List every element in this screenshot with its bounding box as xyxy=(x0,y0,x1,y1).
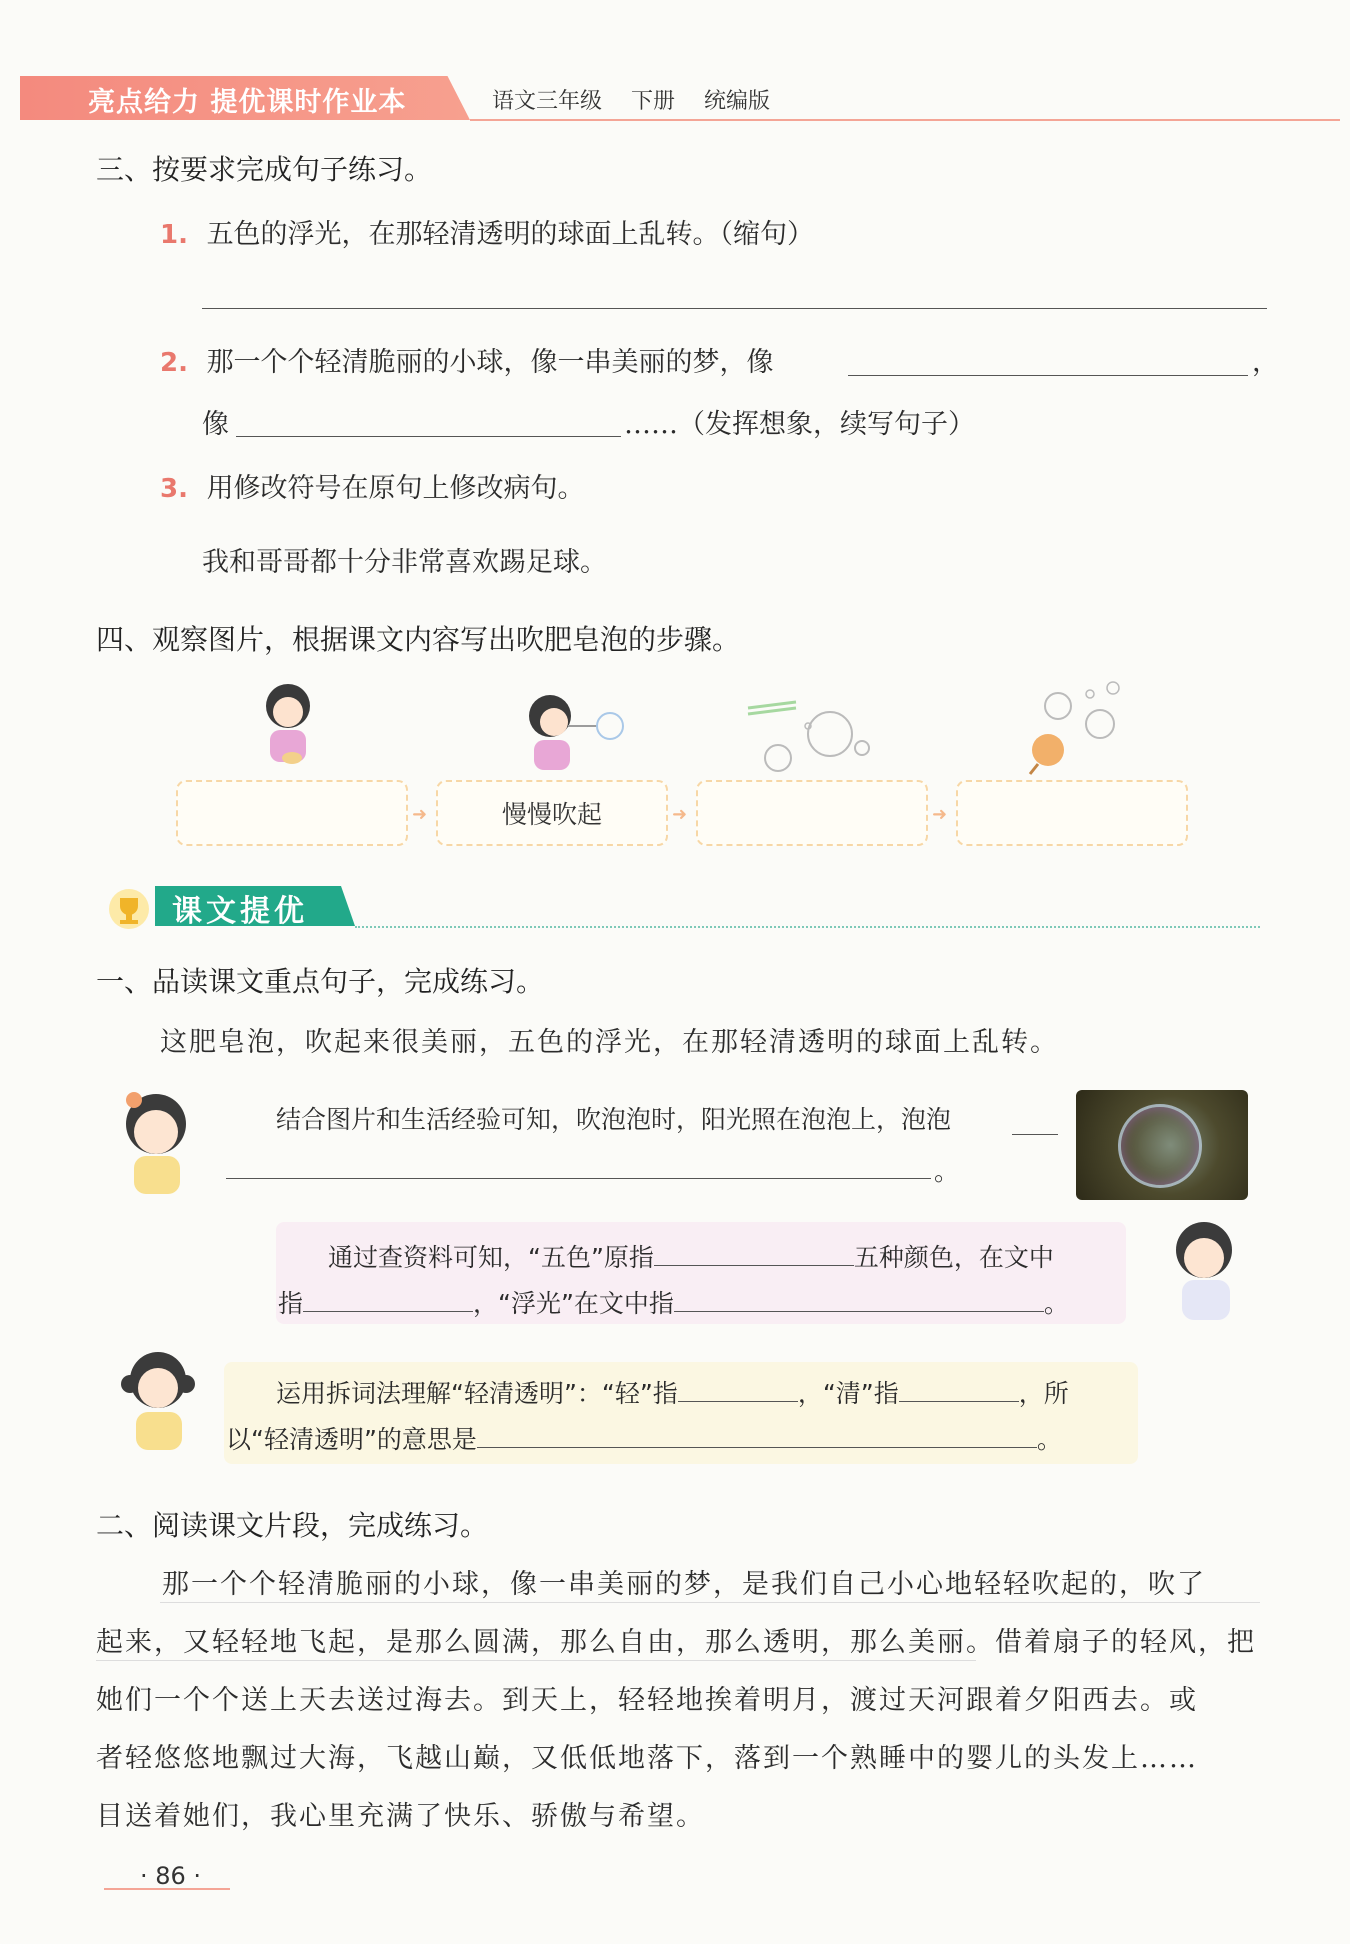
question-text: 用修改符号在原句上修改病句。 xyxy=(206,473,585,504)
passage-line-4: 者轻悠悠地飘过大海，飞越山巅，又低低地落下，落到一个熟睡中的婴儿的头发上…… xyxy=(96,1743,1198,1774)
answer-line-box3c[interactable] xyxy=(477,1425,1037,1448)
answer-line-q2b[interactable] xyxy=(236,436,621,437)
box2-line1 xyxy=(328,1238,1054,1274)
question-text: 五色的浮光，在那轻清透明的球面上乱转。（缩句） xyxy=(206,219,815,250)
box3-line2 xyxy=(226,1420,1062,1456)
step-box-4[interactable] xyxy=(956,780,1188,846)
question-3 xyxy=(160,466,585,505)
box3-part-b: ，“清”指 xyxy=(797,1379,899,1408)
sick-sentence[interactable]: 我和哥哥都十分非常喜欢踢足球。 xyxy=(202,547,607,578)
question-hint: ……（发挥想象，续写句子） xyxy=(624,409,975,440)
girl-avatar-icon xyxy=(112,1086,204,1198)
grade-label: 语文三年级 xyxy=(492,89,603,114)
trophy-icon xyxy=(104,888,154,930)
answer-line-box3b[interactable] xyxy=(899,1379,1019,1402)
question-number: 3. xyxy=(160,474,188,504)
part-1-title: 一、品读课文重点句子，完成练习。 xyxy=(96,965,545,998)
passage-line-3: 她们一个个送上天去送过海去。到天上，轻轻地挨着明月，渡过天河跟着夕阳西去。或 xyxy=(96,1685,1198,1716)
arrow-right-icon: ➜ xyxy=(672,804,688,825)
step-box-1[interactable] xyxy=(176,780,408,846)
box2-part-c: 指 xyxy=(278,1289,304,1318)
question-number: 2. xyxy=(160,348,188,378)
answer-line-box2b[interactable] xyxy=(303,1289,473,1312)
underline-mark xyxy=(160,1602,1260,1603)
box2-part-a: 通过查资料可知，“五色”原指 xyxy=(328,1243,654,1272)
fan-bubbles-icon xyxy=(1008,676,1138,776)
like-word: 像 xyxy=(202,409,229,440)
arrow-right-icon: ➜ xyxy=(412,804,428,825)
box2-part-d: ，“浮光”在文中指 xyxy=(473,1289,674,1318)
section-3-title: 三、按要求完成句子练习。 xyxy=(96,153,433,186)
comma: ， xyxy=(1252,347,1279,378)
dotted-divider xyxy=(355,926,1260,928)
passage-line-1: 那一个个轻清脆丽的小球，像一串美丽的梦，是我们自己小心地轻轻吹起的，吹了 xyxy=(162,1569,1206,1600)
series-title: 亮点给力 提优课时作业本 xyxy=(88,87,407,118)
girl-avatar-icon xyxy=(112,1344,204,1456)
volume-label: 下册 xyxy=(631,89,676,114)
answer-line-box2a[interactable] xyxy=(654,1243,854,1266)
box3-line1 xyxy=(276,1374,1069,1410)
bubble-photo xyxy=(1076,1090,1248,1200)
part-2-title: 二、阅读课文片段，完成练习。 xyxy=(96,1509,489,1542)
badge-label: 课文提优 xyxy=(172,894,308,929)
answer-line-box1a[interactable] xyxy=(1012,1134,1058,1135)
underline-mark xyxy=(96,1660,976,1661)
key-sentence: 这肥皂泡，吹起来很美丽，五色的浮光，在那轻清透明的球面上乱转。 xyxy=(160,1027,1059,1058)
bubbles-rising-icon xyxy=(740,696,880,776)
page-number: · 86 · xyxy=(140,1862,202,1890)
question-1 xyxy=(160,212,814,251)
box1-text: 结合图片和生活经验可知，吹泡泡时，阳光照在泡泡上，泡泡 xyxy=(276,1105,952,1134)
box2-end: 。 xyxy=(1043,1289,1069,1318)
box3-end: 。 xyxy=(1036,1425,1062,1454)
answer-line-box2c[interactable] xyxy=(674,1289,1044,1312)
answer-line-box3a[interactable] xyxy=(678,1379,798,1402)
passage-line-2: 起来，又轻轻地飞起，是那么圆满，那么自由，那么透明，那么美丽。借着扇子的轻风，把 xyxy=(96,1627,1256,1658)
book-meta xyxy=(492,84,770,115)
box3-part-a: 运用拆词法理解“轻清透明”：“轻”指 xyxy=(276,1379,678,1408)
girl-avatar-icon xyxy=(1166,1214,1246,1326)
section-4-title: 四、观察图片，根据课文内容写出吹肥皂泡的步骤。 xyxy=(96,623,741,656)
box2-part-b: 五种颜色，在文中 xyxy=(853,1243,1054,1272)
question-text: 那一个个轻清脆丽的小球，像一串美丽的梦，像 xyxy=(206,347,774,378)
edition-label: 统编版 xyxy=(704,89,771,114)
question-2 xyxy=(160,340,774,379)
box2-line2 xyxy=(278,1284,1069,1320)
answer-line-q1[interactable] xyxy=(202,308,1267,309)
box3-part-d: 以“轻清透明”的意思是 xyxy=(226,1425,477,1454)
soap-bubble-icon xyxy=(1118,1104,1202,1188)
step-box-2[interactable]: 慢慢吹起 xyxy=(436,780,668,846)
passage-line-5: 目送着她们，我心里充满了快乐、骄傲与希望。 xyxy=(96,1801,705,1832)
girl-preparing-icon xyxy=(255,676,325,776)
header-rule xyxy=(470,119,1340,121)
box3-part-c: ，所 xyxy=(1018,1379,1069,1408)
period: 。 xyxy=(934,1157,960,1186)
girl-blowing-icon xyxy=(520,690,630,780)
answer-line-q2a[interactable] xyxy=(848,375,1248,376)
step-box-3[interactable] xyxy=(696,780,928,846)
question-number: 1. xyxy=(160,220,188,250)
answer-line-box1b[interactable] xyxy=(226,1178,931,1179)
arrow-right-icon: ➜ xyxy=(932,804,948,825)
